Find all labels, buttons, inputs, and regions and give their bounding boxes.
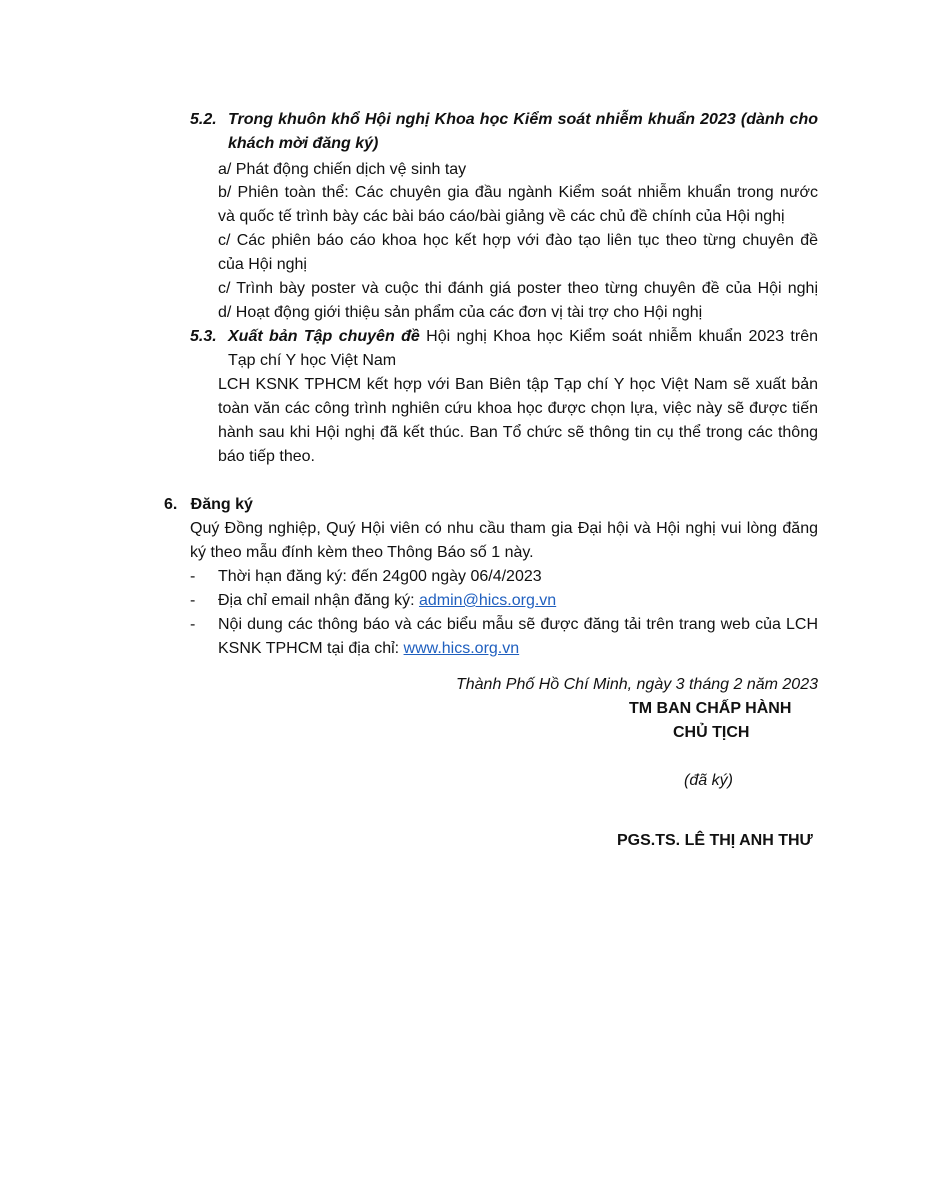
website-notice-line-1: Nội dung các thông báo và các biểu mẫu sẽ được đăng tải trên trang web của LCH	[218, 616, 818, 633]
bullet-dash: -	[190, 616, 196, 633]
section-6-heading: 6. Đăng ký	[164, 496, 253, 513]
signatory-organization: TM BAN CHẤP HÀNH	[629, 700, 792, 717]
signatory-name: PGS.TS. LÊ THỊ ANH THƯ	[617, 832, 813, 849]
section-5-3-title-bold: Xuất bản Tập chuyên đề	[228, 328, 420, 345]
section-5-2-number: 5.2.	[190, 111, 217, 128]
section-5-2-title-line-2: khách mời đăng ký)	[228, 135, 379, 152]
section-5-3-title-line-2: Tạp chí Y học Việt Nam	[228, 352, 397, 369]
section-6-paragraph-line-2: ký theo mẫu đính kèm theo Thông Báo số 1 này.	[190, 544, 534, 561]
item-c1-line-2: của Hội nghị	[218, 256, 307, 273]
section-5-2-title-line-1: Trong khuôn khổ Hội nghị Khoa học Kiểm soát nhiễm khuẩn 2023 (dành cho	[228, 111, 818, 128]
signatory-role: CHỦ TỊCH	[673, 724, 750, 741]
website-link[interactable]: www.hics.org.vn	[403, 640, 520, 657]
website-notice-line-2	[218, 637, 519, 661]
section-5-3-paragraph-line-3: hành sau khi Hội nghị đã kết thúc. Ban Tổ chức sẽ thông tin cụ thể trong các thông	[218, 424, 818, 441]
registration-deadline: Thời hạn đăng ký: đến 24g00 ngày 06/4/2023	[218, 568, 542, 585]
bullet-dash: -	[190, 592, 196, 609]
item-c2: c/ Trình bày poster và cuộc thi đánh giá poster theo từng chuyên đề của Hội nghị	[218, 280, 818, 297]
registration-email-label: Địa chỉ email nhận đăng ký:	[218, 592, 419, 609]
signed-note: (đã ký)	[684, 772, 733, 789]
item-a: a/ Phát động chiến dịch vệ sinh tay	[218, 161, 467, 178]
registration-email-link[interactable]: admin@hics.org.vn	[419, 592, 557, 609]
section-5-3-paragraph-line-2: toàn văn các công trình nghiên cứu khoa học được chọn lựa, việc này sẽ được tiến	[218, 400, 818, 417]
place-and-date: Thành Phố Hồ Chí Minh, ngày 3 tháng 2 năm 2023	[455, 676, 818, 693]
website-notice-label: KSNK TPHCM tại địa chỉ:	[218, 640, 404, 657]
section-5-3-paragraph-line-1: LCH KSNK TPHCM kết hợp với Ban Biên tập Tạp chí Y học Việt Nam sẽ xuất bản	[218, 376, 818, 393]
item-d: d/ Hoạt động giới thiệu sản phẩm của các đơn vị tài trợ cho Hội nghị	[218, 304, 703, 321]
item-b-line-1: b/ Phiên toàn thể: Các chuyên gia đầu ngành Kiểm soát nhiễm khuẩn trong nước	[218, 184, 818, 201]
section-5-3-paragraph-line-4: báo tiếp theo.	[218, 448, 315, 465]
section-5-3-title-rest: Hội nghị Khoa học Kiểm soát nhiễm khuẩn 2023 trên	[419, 328, 819, 345]
section-6-paragraph-line-1: Quý Đồng nghiệp, Quý Hội viên có nhu cầu tham gia Đại hội và Hội nghị vui lòng đăng	[190, 520, 818, 537]
registration-email-line	[218, 589, 556, 613]
section-5-3-title-line-1	[228, 325, 818, 349]
item-b-line-2: và quốc tế trình bày các bài báo cáo/bài giảng về các chủ đề chính của Hội nghị	[218, 208, 785, 225]
item-c1-line-1: c/ Các phiên báo cáo khoa học kết hợp với đào tạo liên tục theo từng chuyên đề	[218, 232, 818, 249]
section-5-3-number: 5.3.	[190, 328, 217, 345]
bullet-dash: -	[190, 568, 196, 585]
